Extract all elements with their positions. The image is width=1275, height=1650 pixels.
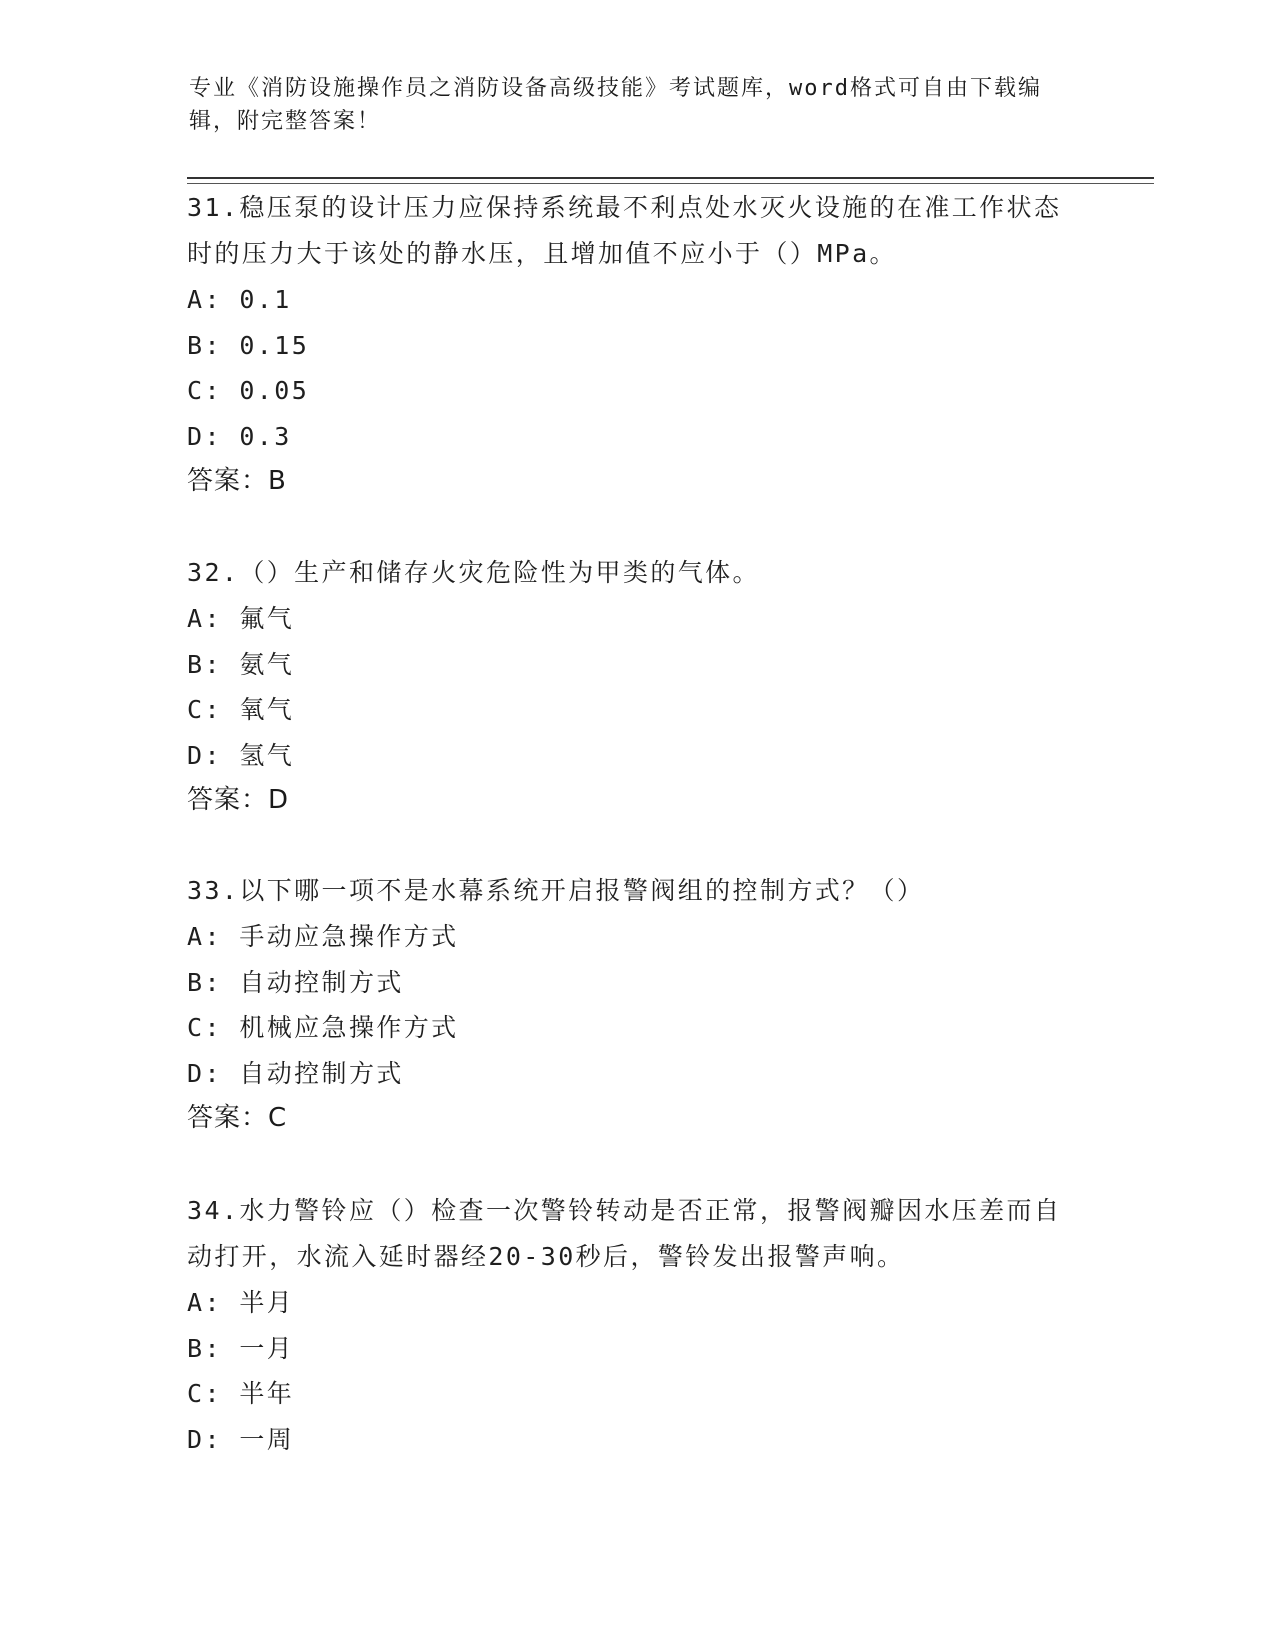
- question-stem: 32.（）生产和储存火灾危险性为甲类的气体。: [187, 558, 760, 587]
- question-32: [187, 550, 1087, 823]
- option-b: B: 0.15: [187, 330, 310, 360]
- option-a: A: 半月: [187, 1288, 295, 1317]
- option-a: A: 氟气: [187, 604, 295, 633]
- answer-label: 答案：B: [187, 466, 287, 496]
- option-a: A: 手动应急操作方式: [187, 922, 459, 951]
- option-c: C: 半年: [187, 1379, 295, 1408]
- option-a: A: 0.1: [187, 285, 292, 314]
- header-divider-thick: [187, 177, 1154, 179]
- document-intro: 专业《消防设施操作员之消防设备高级技能》考试题库，word格式可自由下载编辑，附完整答案！: [189, 76, 1042, 134]
- question-31: [187, 185, 1087, 504]
- option-d: D: 0.3: [187, 421, 292, 451]
- option-c: C: 0.05: [187, 376, 310, 405]
- option-d: D: 一周: [187, 1424, 295, 1454]
- question-34: [187, 1188, 1087, 1462]
- question-stem: 33.以下哪一项不是水幕系统开启报警阀组的控制方式？（）: [187, 876, 925, 905]
- question-stem: 34.水力警铃应（）检查一次警铃转动是否正常，报警阀瓣因水压差而自动打开，水流入延时器经20-30秒后，警铃发出报警声响。: [187, 1196, 1062, 1271]
- question-stem: 31.稳压泵的设计压力应保持系统最不利点处水灭火设施的在准工作状态时的压力大于该处的静水压，且增加值不应小于（）MPa。: [187, 193, 1062, 268]
- option-b: B: 一月: [187, 1333, 295, 1363]
- question-33: [187, 868, 1087, 1141]
- answer-label: 答案：C: [187, 1103, 288, 1133]
- option-d: D: 自动控制方式: [187, 1058, 404, 1088]
- option-c: C: 机械应急操作方式: [187, 1013, 459, 1042]
- header-divider-thin: [187, 183, 1154, 184]
- option-b: B: 氨气: [187, 649, 295, 679]
- option-d: D: 氢气: [187, 740, 295, 770]
- answer-label: 答案：D: [187, 785, 290, 815]
- option-c: C: 氧气: [187, 695, 295, 724]
- option-b: B: 自动控制方式: [187, 967, 404, 997]
